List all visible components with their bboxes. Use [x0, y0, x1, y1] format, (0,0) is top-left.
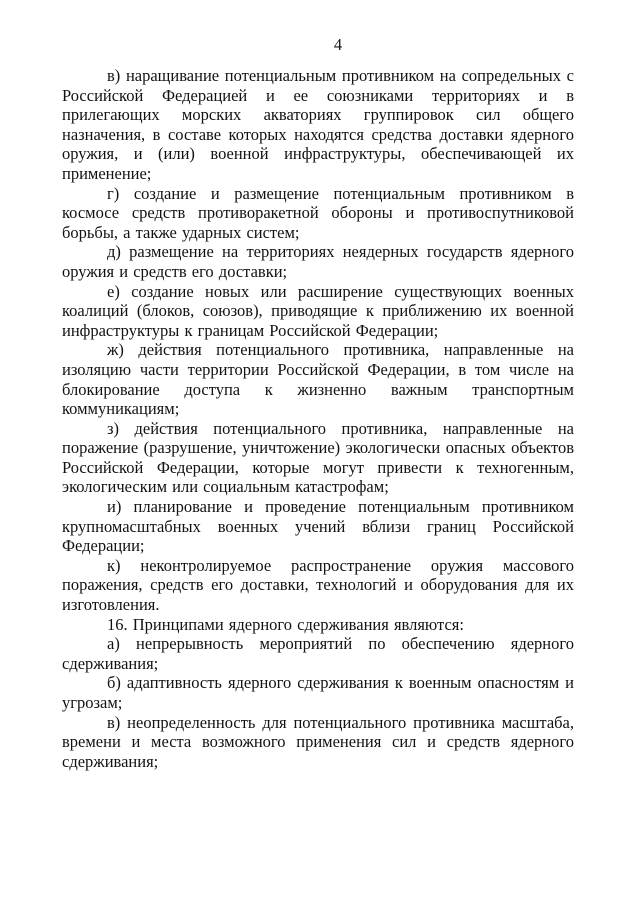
paragraph-i-exercises: и) планирование и проведение потенциальным противником крупномасштабных военных учений вблизи границ Российской Федерации;	[62, 497, 574, 556]
paragraph-zh-isolation: ж) действия потенциального противника, направленные на изоляцию части территории Российской Федерации, в том числе на блокирование доступа к жизненно важным транспортным коммуникациям;	[62, 340, 574, 419]
paragraph-v-uncertainty: в) неопределенность для потенциального противника масштаба, времени и места возможного применения сил и средств ядерного сдерживания;	[62, 712, 574, 771]
paragraph-v-buildup: в) наращивание потенциальным противником на сопредельных с Российской Федерацией и ее союзниками территориях и в прилегающих морских акваториях группировок сил общего назначения, в составе которых находятся средства доставки ядерного оружия, и (или) военной инфраструктуры, обеспечивающей их применение;	[62, 66, 574, 183]
document-body	[62, 66, 574, 771]
paragraph-b-adaptivity: б) адаптивность ядерного сдерживания к военным опасностям и угрозам;	[62, 673, 574, 712]
paragraph-g-space-systems: г) создание и размещение потенциальным противником в космосе средств противоракетной обороны и противоспутниковой борьбы, а также ударных систем;	[62, 183, 574, 242]
paragraph-z-eco-objects: з) действия потенциального противника, направленные на поражение (разрушение, уничтожение) экологически опасных объектов Российской Федерации, которые могут привести к техногенным, экологическим или социальным катастрофам;	[62, 418, 574, 497]
paragraph-a-continuity: а) непрерывность мероприятий по обеспечению ядерного сдерживания;	[62, 634, 574, 673]
paragraph-d-deployment: д) размещение на территориях неядерных государств ядерного оружия и средств его доставки;	[62, 242, 574, 281]
page-number: 4	[333, 35, 343, 54]
paragraph-16-principles: 16. Принципами ядерного сдерживания являются:	[107, 614, 464, 634]
paragraph-k-proliferation: к) неконтролируемое распространение оружия массового поражения, средств его доставки, технологий и оборудования для их изготовления.	[62, 555, 574, 615]
paragraph-e-coalitions: е) создание новых или расширение существующих военных коалиций (блоков, союзов), приводящие к приближению их военной инфраструктуры к границам Российской Федерации;	[62, 281, 574, 340]
